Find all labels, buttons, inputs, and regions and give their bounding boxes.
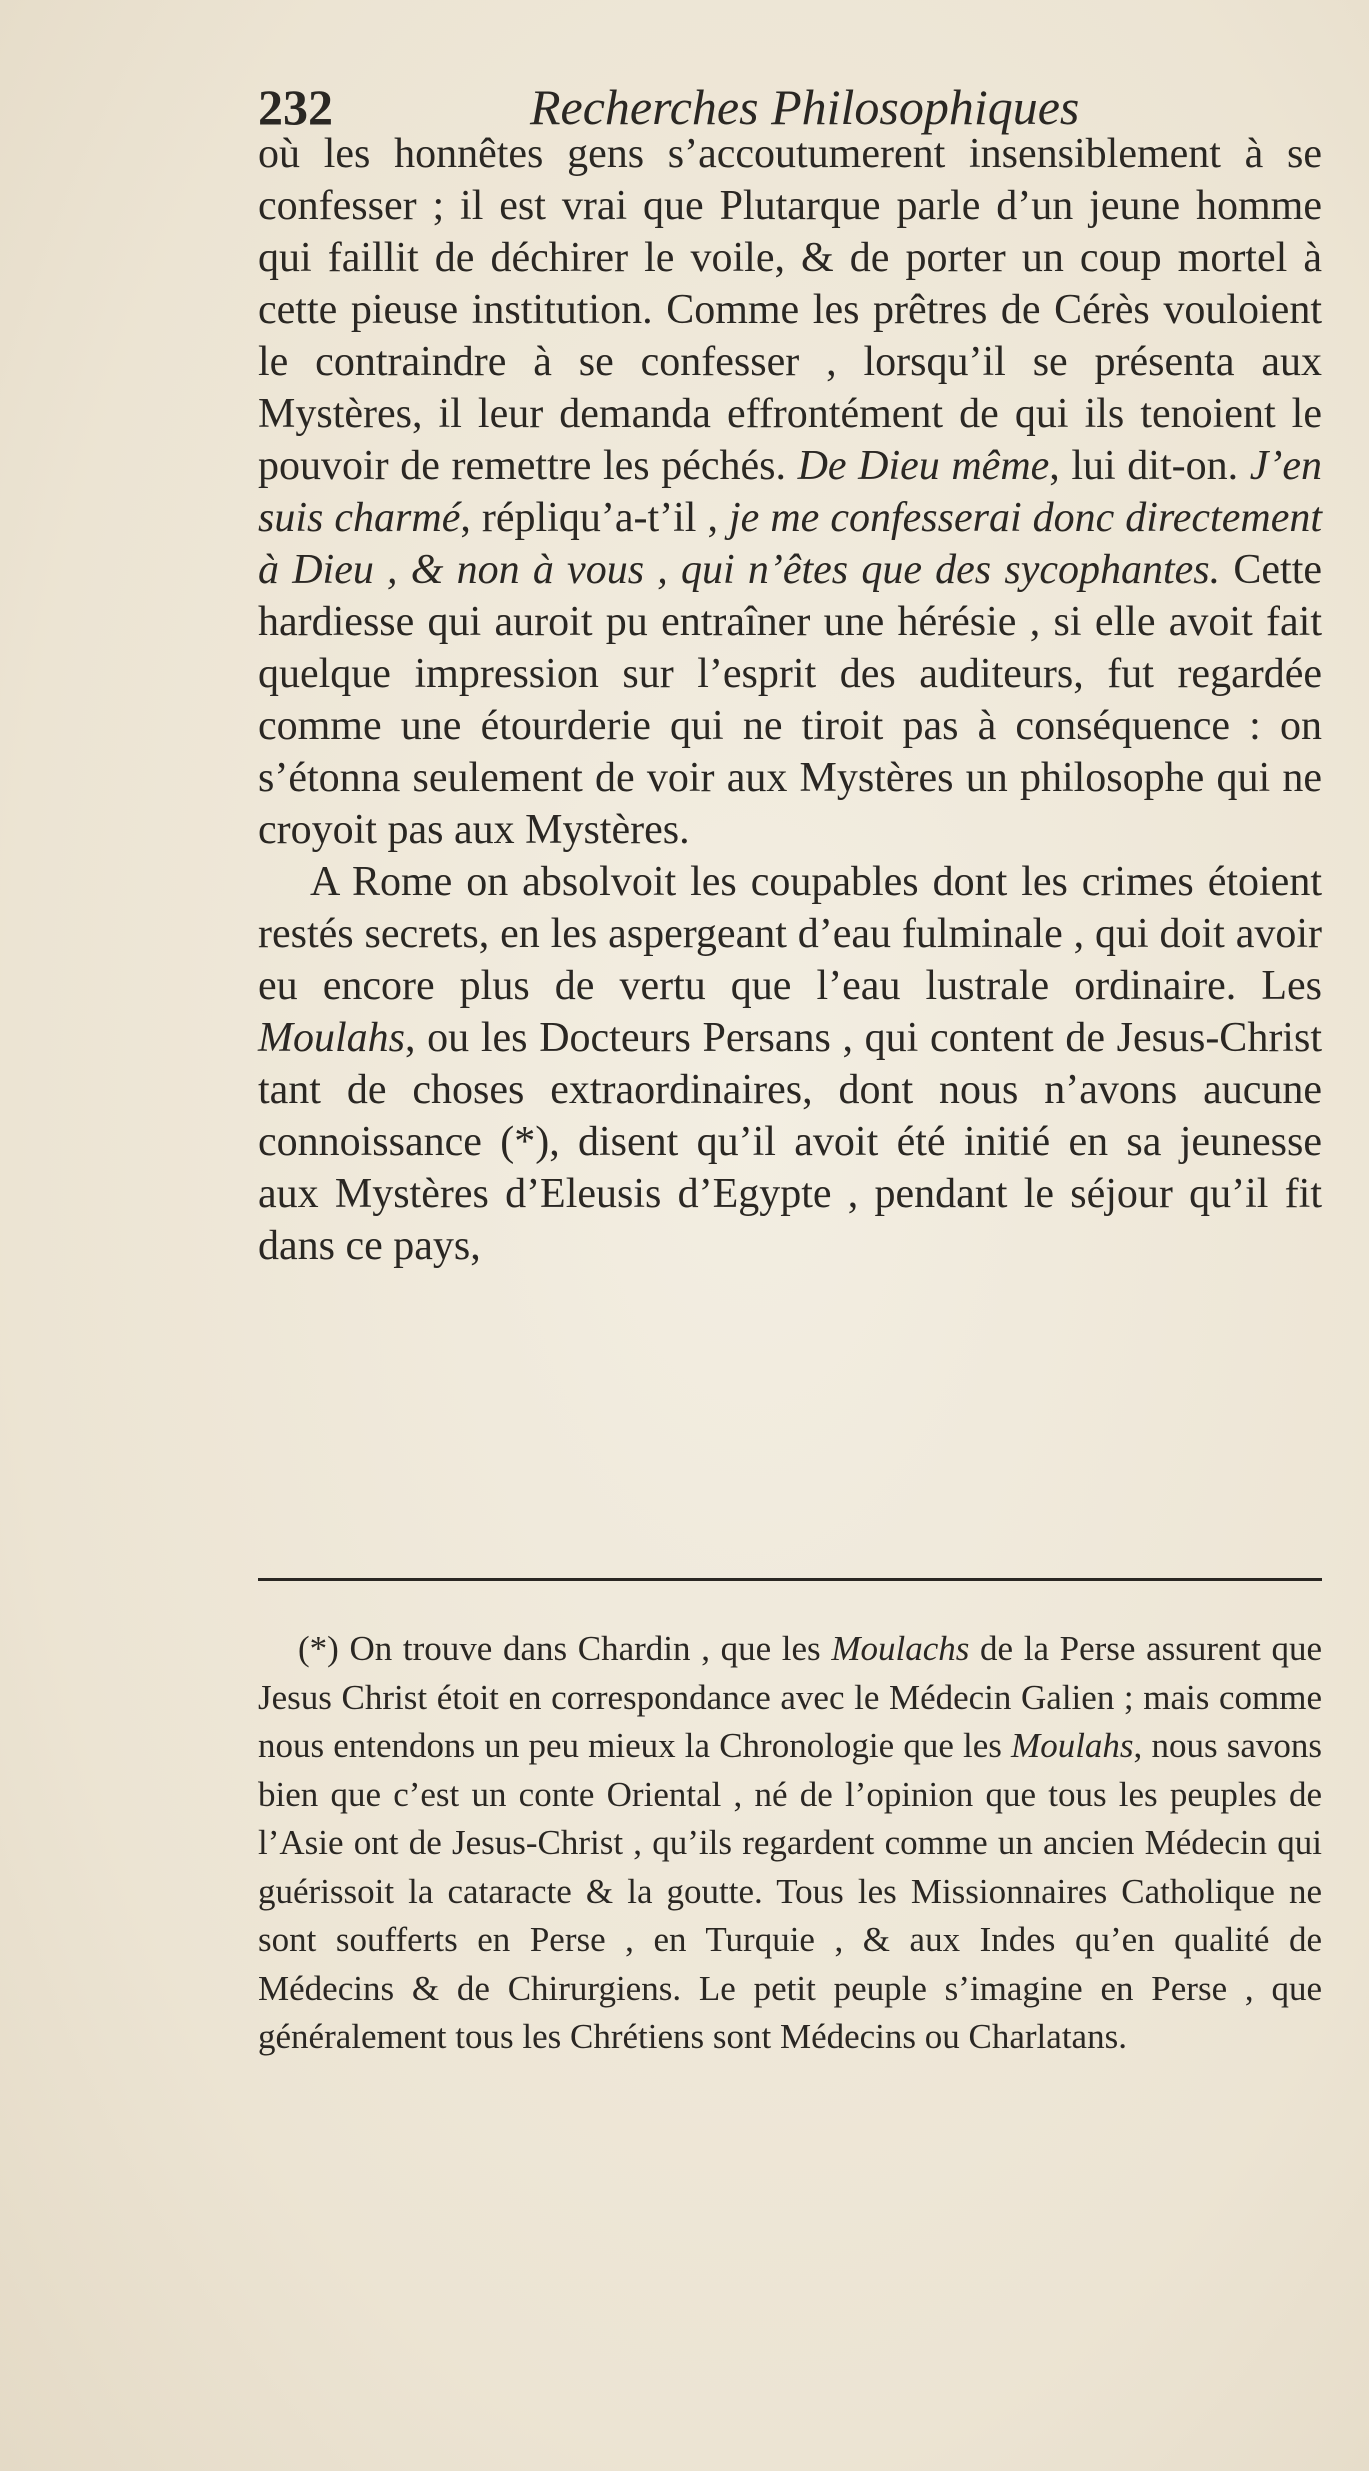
paragraph-1: où les honnêtes gens s’accoutumerent insensiblement à se confesser ; il est vrai que Plutarque parle d’un jeune homme qui faillit de déchirer le voile, & de porter un coup mortel à cette pieuse institution. Comme les prêtres de Cérès vouloient le contraindre à se confesser , lorsqu’il se présenta aux Mystères, il leur demanda effrontément de qui ils tenoient le pouvoir de remettre les péchés. De Dieu même, lui dit-on. J’en suis charmé, répliqu’a-t’il , je me confesserai donc directement à Dieu , & non à vous , qui n’êtes que des sycophantes. Cette hardiesse qui auroit pu entraîner une hérésie , si elle avoit fait quelque impression sur l’esprit des auditeurs, fut regardée comme une étourderie qui ne tiroit pas à conséquence : on s’étonna seulement de voir aux Mystères un philosophe qui ne croyoit pas aux Mystères. — [258, 131, 1323, 853]
running-title: Recherches Philosophiques — [530, 79, 1080, 135]
main-text — [258, 128, 1322, 1272]
footnote-rule — [258, 1578, 1322, 1581]
page-number: 232 — [258, 79, 333, 135]
footnote: (*) On trouve dans Chardin , que les Moulachs de la Perse assurent que Jesus Christ étoit en correspondance avec le Médecin Galien ; mais comme nous entendons un peu mieux la Chronologie que les Moulahs, nous savons bien que c’est un conte Oriental , né de l’opinion que tous les peuples de l’Asie ont de Jesus-Christ , qu’ils regardent comme un ancien Médecin qui guérissoit la cataracte & la goutte. Tous les Missionnaires Catholique ne sont soufferts en Perse , en Turquie , & aux Indes qu’en qualité de Médecins & de Chirurgiens. Le petit peuple s’imagine en Perse , que généralement tous les Chrétiens sont Médecins ou Charlatans. — [258, 1629, 1322, 2056]
paragraph-2: A Rome on absolvoit les coupables dont les crimes étoient restés secrets, en les aspergeant d’eau fulminale , qui doit avoir eu encore plus de vertu que l’eau lustrale ordinaire. Les Moulahs, ou les Docteurs Persans , qui content de Jesus-Christ tant de choses extraordinaires, dont nous n’avons aucune connoissance (*), disent qu’il avoit été initié en sa jeunesse aux Mystères d’Eleusis d’Egypte , pendant le séjour qu’il fit dans ce pays, — [258, 859, 1322, 1269]
